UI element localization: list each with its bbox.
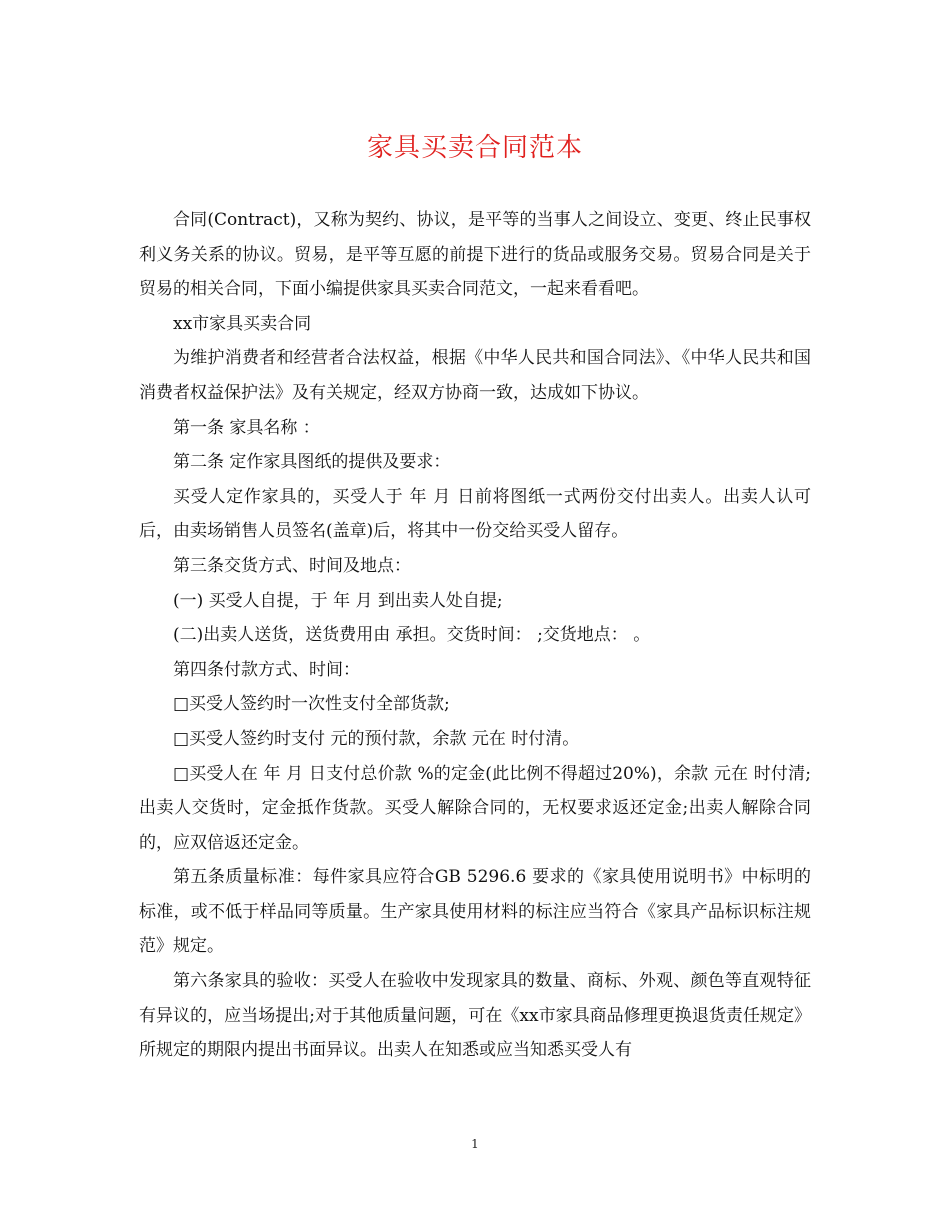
payment-option-1: □买受人签约时一次性支付全部货款; <box>173 694 450 715</box>
article-3-option-2: (二)出卖人送货，送货费用由 承担。交货时间： ;交货地点： 。 <box>173 625 651 646</box>
payment-option-2: □买受人签约时支付 元的预付款，余款 元在 时付清。 <box>173 728 580 749</box>
payment-option-3: □买受人在 年 月 日支付总价款 %的定金(此比例不得超过20%)，余款 元在 时付清;出卖人交货时，定金抵作货款。买受人解除合同的，无权要求返还定金;出卖人解除合同的，应双倍返还定金。 <box>139 763 811 853</box>
article-5: 第五条质量标准：每件家具应符合GB 5296.6 要求的《家具使用说明书》中标明的标准，或不低于样品同等质量。生产家具使用材料的标注应当符合《家具产品标识标注规范》规定。 <box>139 867 811 957</box>
article-1: 第一条 家具名称 ： <box>173 417 320 438</box>
contract-heading: xx市家具买卖合同 <box>173 313 312 334</box>
article-2-heading: 第二条 定作家具图纸的提供及要求： <box>173 452 451 473</box>
document-body <box>139 203 811 1068</box>
page-number: 1 <box>471 1137 479 1151</box>
preamble-paragraph: 为维护消费者和经营者合法权益，根据《中华人民共和国合同法》、《中华人民共和国消费者权益保护法》及有关规定，经双方协商一致，达成如下协议。 <box>139 348 811 403</box>
document-title: 家具买卖合同范本 <box>366 133 583 163</box>
article-3-option-1: (一) 买受人自提，于 年 月 到出卖人处自提; <box>173 590 503 611</box>
intro-paragraph: 合同(Contract)，又称为契约、协议，是平等的当事人之间设立、变更、终止民事权利义务关系的协议。贸易，是平等互愿的前提下进行的货品或服务交易。贸易合同是关于贸易的相关合同，下面小编提供家具买卖合同范文，一起来看看吧。 <box>139 210 811 300</box>
article-4-heading: 第四条付款方式、时间： <box>173 659 360 680</box>
article-2-body: 买受人定作家具的，买受人于 年 月 日前将图纸一式两份交付出卖人。出卖人认可后，由卖场销售人员签名(盖章)后，将其中一份交给买受人留存。 <box>139 486 811 542</box>
article-3-heading: 第三条交货方式、时间及地点： <box>173 555 411 576</box>
article-6: 第六条家具的验收：买受人在验收中发现家具的数量、商标、外观、颜色等直观特征有异议的，应当场提出;对于其他质量问题，可在《xx市家具商品修理更换退货责任规定》所规定的期限内提出书面异议。出卖人在知悉或应当知悉买受人有 <box>139 971 811 1061</box>
